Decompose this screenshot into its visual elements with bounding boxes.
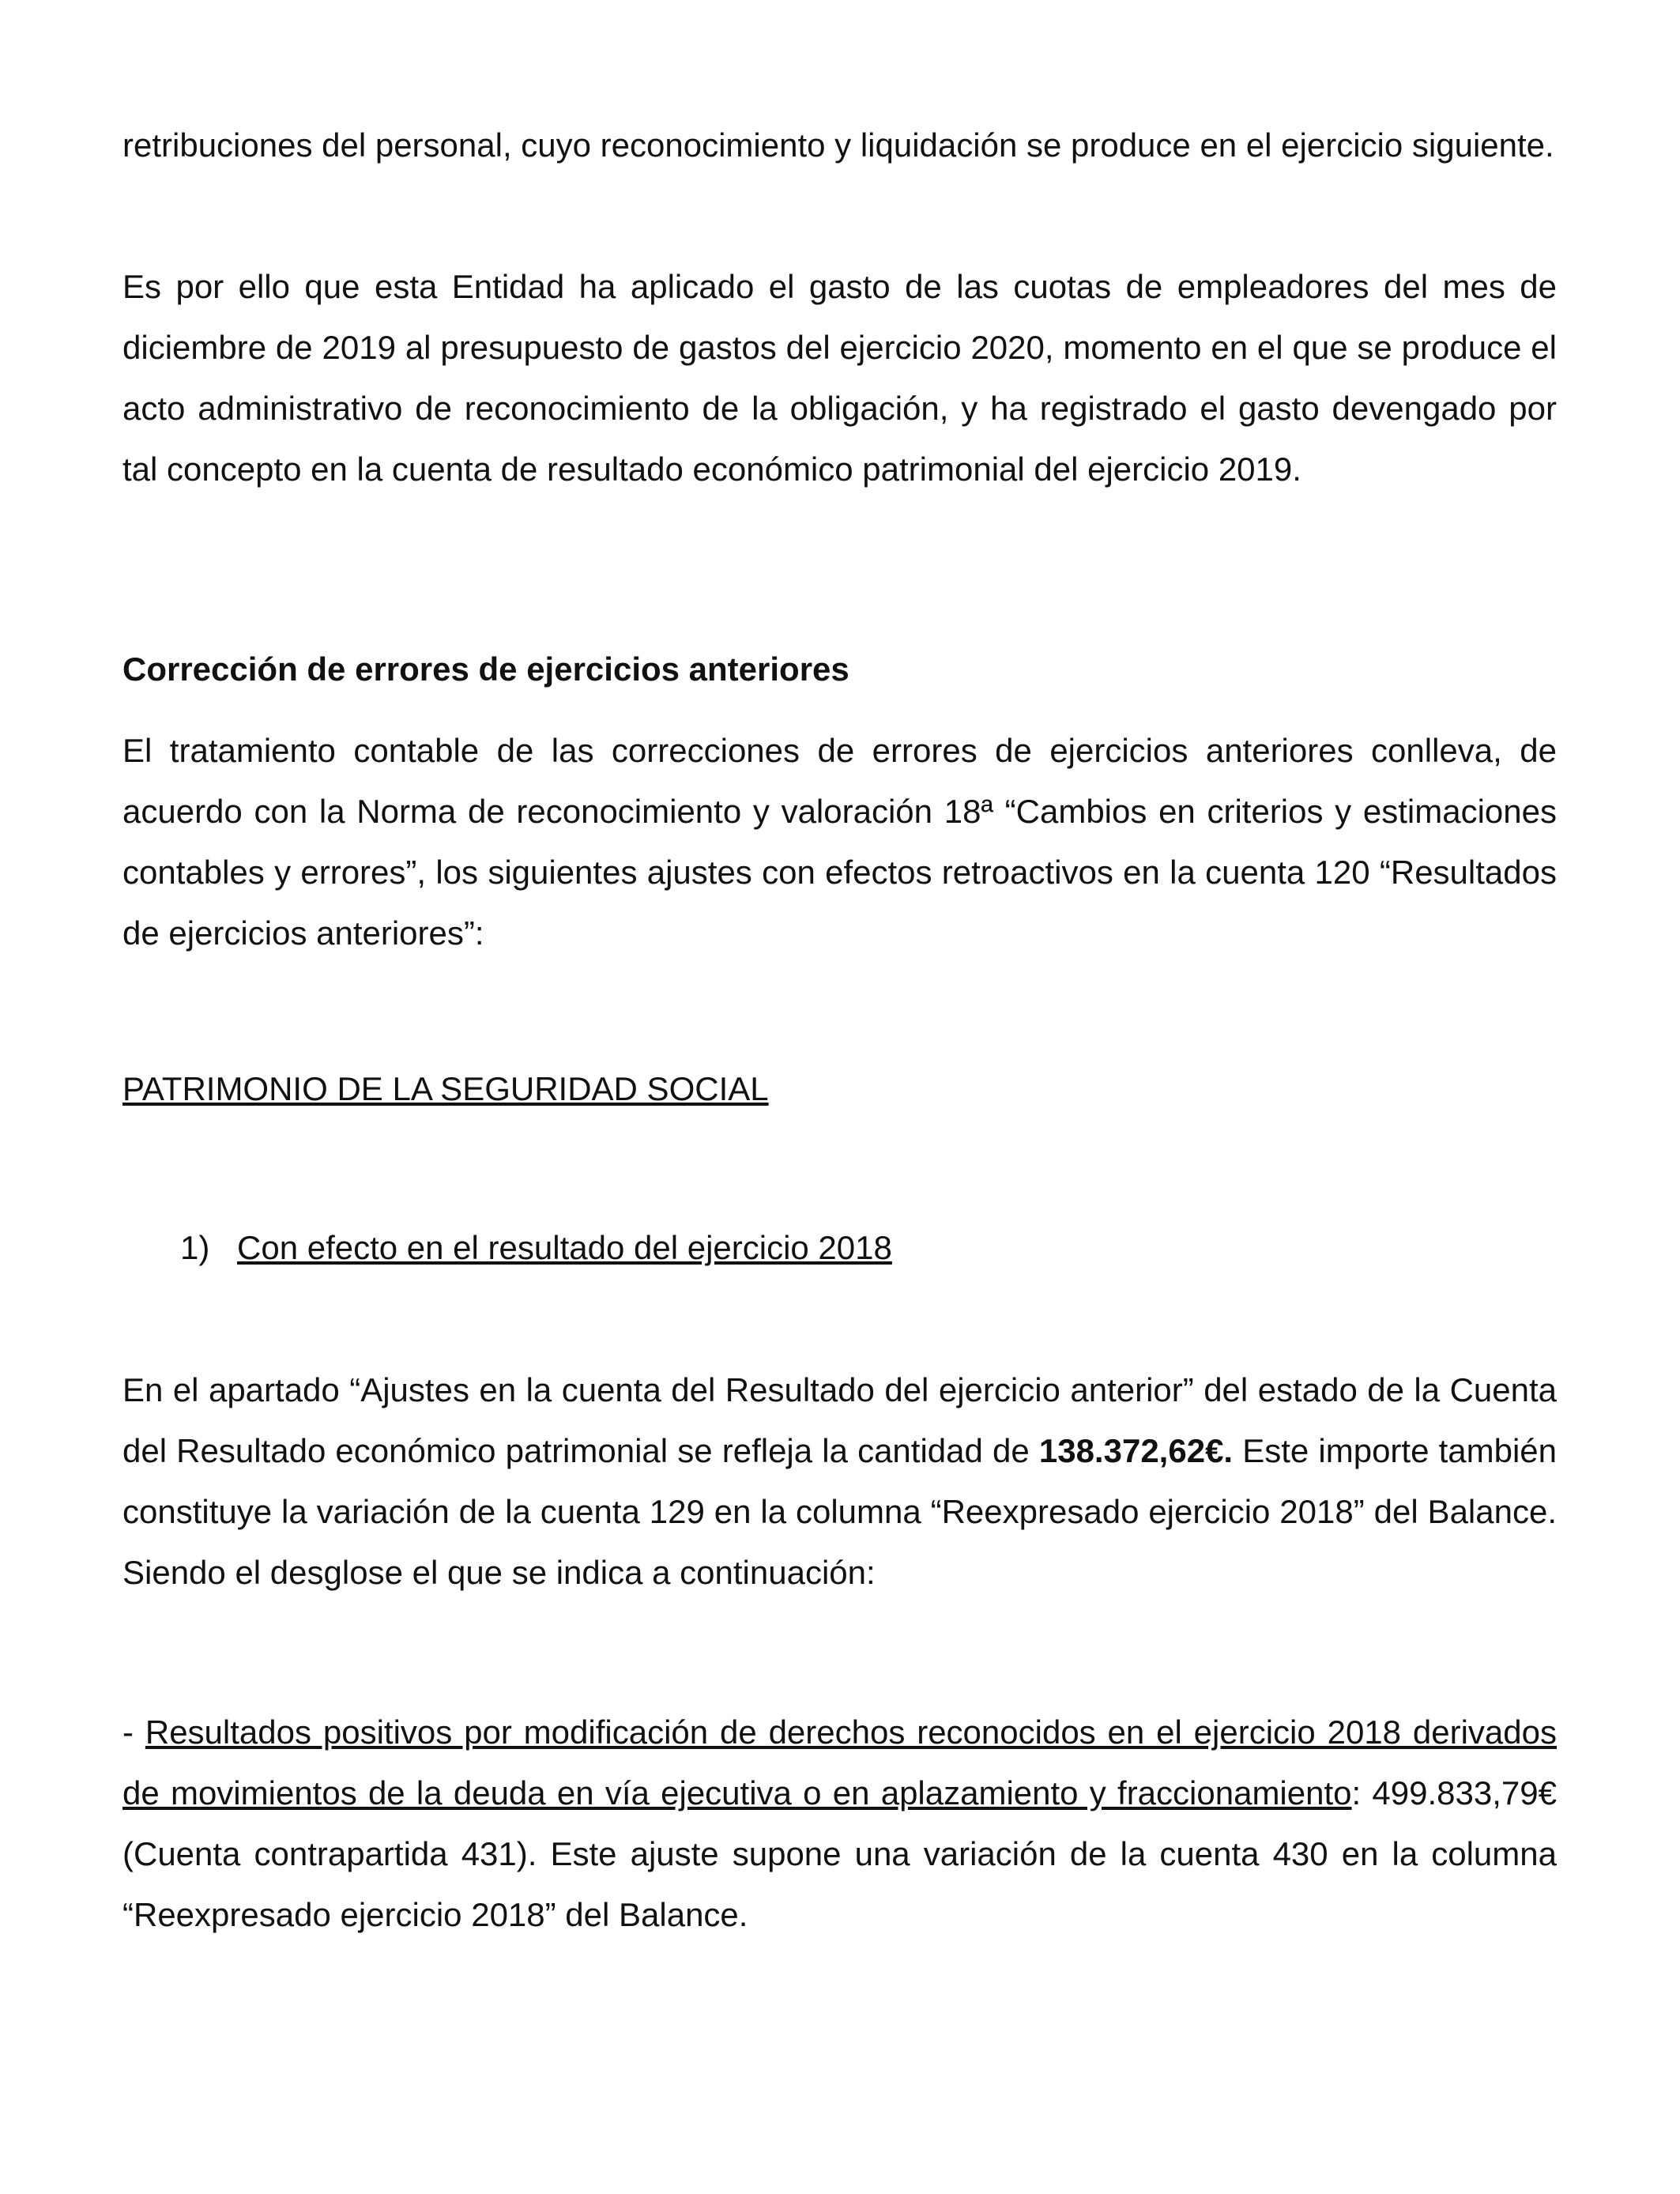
paragraph-ajustes-resultado (122, 1359, 1557, 1603)
paragraph-resultados-positivos (122, 1702, 1557, 1945)
paragraph-text-rest: : 499.833,79€ (Cuenta contrapartida 431). Este ajuste supone una variación de la cuenta 430 en la columna “Reexpresado ejercicio 2018” del Balance. (122, 1774, 1557, 1933)
list-item-number: 1) (180, 1229, 210, 1266)
list-dash: - (122, 1713, 145, 1751)
underlined-concept: Resultados positivos por modificación de derechos reconocidos en el ejercicio 2018 derivados de movimientos de la deuda en vía ejecutiva o en aplazamiento y fraccionamiento (122, 1713, 1558, 1811)
list-item-label: Con efecto en el resultado del ejercicio 2018 (237, 1229, 892, 1266)
subsection-title: PATRIMONIO DE LA SEGURIDAD SOCIAL (122, 1070, 769, 1107)
list-item-1 (180, 1217, 892, 1278)
section-title: Corrección de errores de ejercicios anteriores (122, 650, 849, 688)
paragraph-text-before: En el apartado “Ajustes en la cuenta del Resultado del ejercicio anterior” del estado de la Cuenta del Resultado económico patrimonial se refleja la cantidad de (122, 1371, 1557, 1469)
paragraph-retribuciones: retribuciones del personal, cuyo reconocimiento y liquidación se produce en el ejercicio siguiente. (122, 126, 1554, 164)
paragraph-text-after: Este importe también constituye la variación de la cuenta 129 en la columna “Reexpresado ejercicio 2018” del Balance. Siendo el desglose el que se indica a continuación: (122, 1432, 1558, 1591)
paragraph-tratamiento-contable: El tratamiento contable de las correcciones de errores de ejercicios anteriores conlleva, de acuerdo con la Norma de reconocimiento y valoración 18ª “Cambios en criterios y estimaciones contables y errores”, los siguientes ajustes con efectos retroactivos en la cuenta 120 “Resultados de ejercicios anteriores”: (122, 732, 1557, 952)
highlighted-amount: 138.372,62€. (1038, 1432, 1234, 1469)
paragraph-gasto-cuotas: Es por ello que esta Entidad ha aplicado el gasto de las cuotas de empleadores del mes de diciembre de 2019 al presupuesto de gastos del ejercicio 2020, momento en el que se produce el acto administrativo de reconocimiento de la obligación, y ha registrado el gasto devengado por tal concepto en la cuenta de resultado económico patrimonial del ejercicio 2019. (122, 268, 1557, 488)
